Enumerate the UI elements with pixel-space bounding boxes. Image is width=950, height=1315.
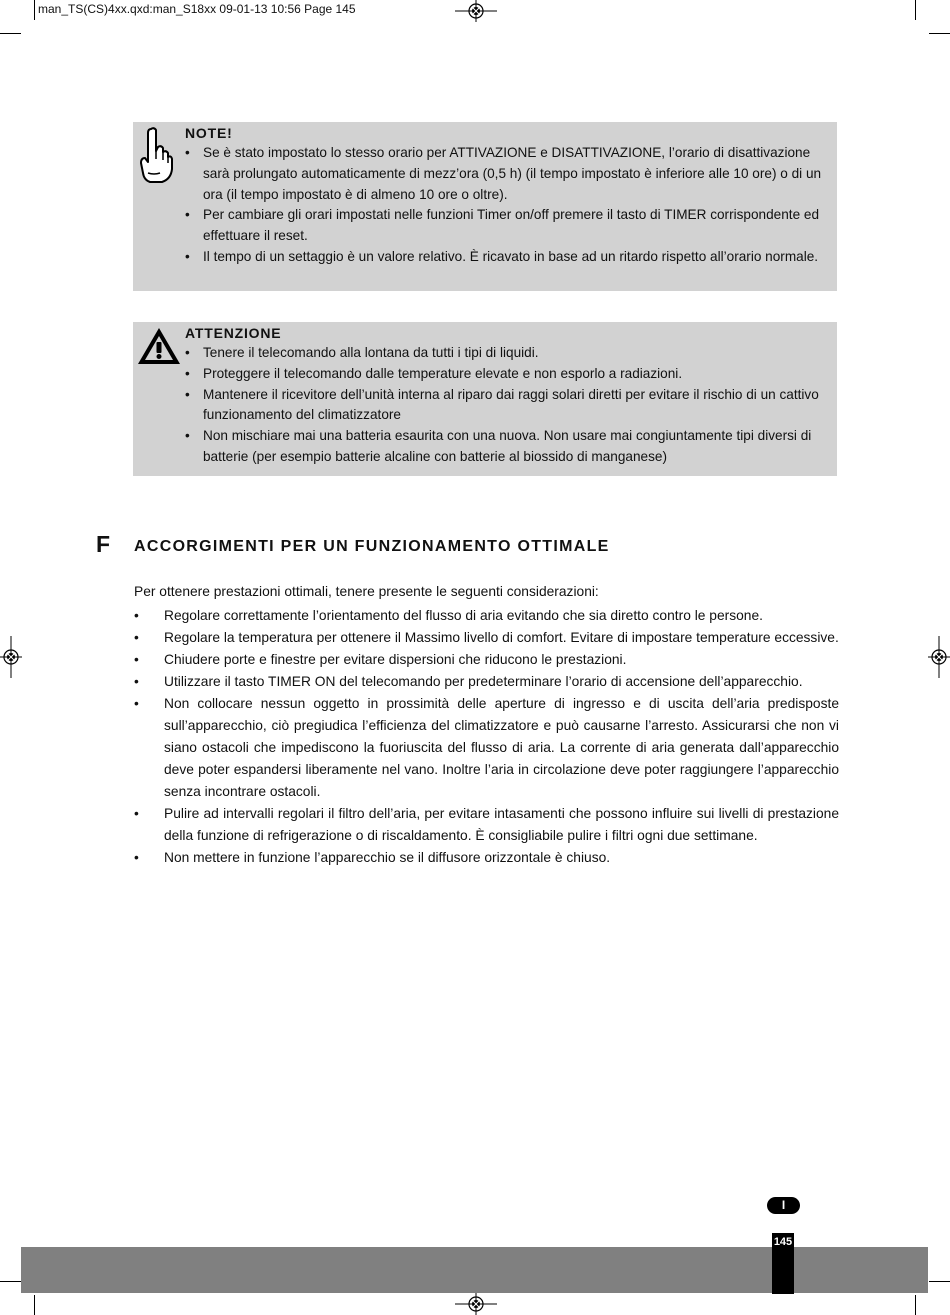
tip-item: • Utilizzare il tasto TIMER ON del telecomando per predeterminare l’orario di accensione dell’apparecchio.: [134, 671, 839, 693]
tip-item: • Regolare la temperatura per ottenere il Massimo livello di comfort. Evitare di impostare temperature eccessive.: [134, 627, 839, 649]
crop-mark: [915, 0, 916, 20]
tip-item: • Pulire ad intervalli regolari il filtro dell’aria, per evitare intasamenti che possono influire sui livelli di prestazione della funzione di refrigerazione o di riscaldamento. È consigliabile pulire i filtri ogni due settimane.: [134, 803, 839, 847]
warning-triangle-icon: [136, 325, 182, 367]
crop-mark: [0, 33, 21, 34]
section-intro: Per ottenere prestazioni ottimali, tenere presente le seguenti considerazioni:: [134, 584, 599, 599]
print-slug: man_TS(CS)4xx.qxd:man_S18xx 09-01-13 10:56 Page 145: [38, 2, 356, 16]
note-item: • Se è stato impostato lo stesso orario per ATTIVAZIONE e DISATTIVAZIONE, l’orario di disattivazione sarà prolungato automaticamente di mezz’ora (0,5 h) (il tempo impostato è inferiore alle 10 ore) o di un ora (il tempo impostato è di almeno 10 ore o oltre).: [185, 143, 830, 205]
crop-mark: [34, 0, 35, 20]
registration-mark-icon: [0, 636, 22, 678]
registration-mark-icon: [455, 0, 497, 22]
registration-mark-icon: [928, 636, 950, 678]
crop-mark: [929, 33, 950, 34]
note-item: • Il tempo di un settaggio è un valore relativo. È ricavato in base ad un ritardo rispetto all’orario normale.: [185, 247, 830, 268]
tips-list: [134, 605, 839, 869]
tip-item: • Non collocare nessun oggetto in prossimità delle aperture di ingresso e di uscita dell’aria predisposte sull’apparecchio, ciò pregiudica l’efficienza del climatizzatore e può causarne l’arresto. Assicurarsi che non vi siano ostacoli che impediscono la fuoriuscita del flusso di aria. La corrente di aria generata dall’apparecchio deve poter espandersi liberamente nel vano. Inoltre l’aria in circolazione deve poter raggiungere l’apparecchio senza incontrare ostacoli.: [134, 693, 839, 803]
note-box: [133, 122, 837, 291]
crop-mark: [915, 1295, 916, 1315]
section-letter: F: [96, 531, 111, 557]
warning-item: • Proteggere il telecomando dalle temperature elevate e non esporlo a radiazioni.: [185, 364, 830, 385]
note-item: • Per cambiare gli orari impostati nelle funzioni Timer on/off premere il tasto di TIMER corrispondente ed effettuare il reset.: [185, 205, 830, 247]
crop-mark: [0, 1281, 21, 1282]
crop-mark: [34, 1295, 35, 1315]
warning-item: • Tenere il telecomando alla lontana da tutti i tipi di liquidi.: [185, 343, 830, 364]
page-number: 145: [773, 1236, 793, 1248]
section-title: ACCORGIMENTI PER UN FUNZIONAMENTO OTTIMALE: [134, 538, 610, 555]
registration-mark-icon: [455, 1293, 497, 1315]
warning-item: • Non mischiare mai una batteria esaurita con una nuova. Non usare mai congiuntamente tipi diversi di batterie (per esempio batterie alcaline con batterie al biossido di manganese): [185, 426, 830, 468]
warning-title: ATTENZIONE: [185, 325, 282, 341]
note-title: NOTE!: [185, 125, 233, 141]
language-badge: I: [767, 1197, 800, 1214]
warning-list: [185, 343, 830, 468]
tip-item: • Non mettere in funzione l’apparecchio se il diffusore orizzontale è chiuso.: [134, 847, 839, 869]
tip-item: • Chiudere porte e finestre per evitare dispersioni che riducono le prestazioni.: [134, 649, 839, 671]
warning-box: [133, 322, 837, 476]
crop-mark: [929, 1281, 950, 1282]
tip-item: • Regolare correttamente l’orientamento del flusso di aria evitando che sia diretto contro le persone.: [134, 605, 839, 627]
note-list: [185, 143, 830, 268]
warning-item: • Mantenere il ricevitore dell’unità interna al riparo dai raggi solari diretti per evitare il rischio di un cattivo funzionamento del climatizzatore: [185, 385, 830, 427]
pointing-hand-icon: [136, 125, 176, 185]
